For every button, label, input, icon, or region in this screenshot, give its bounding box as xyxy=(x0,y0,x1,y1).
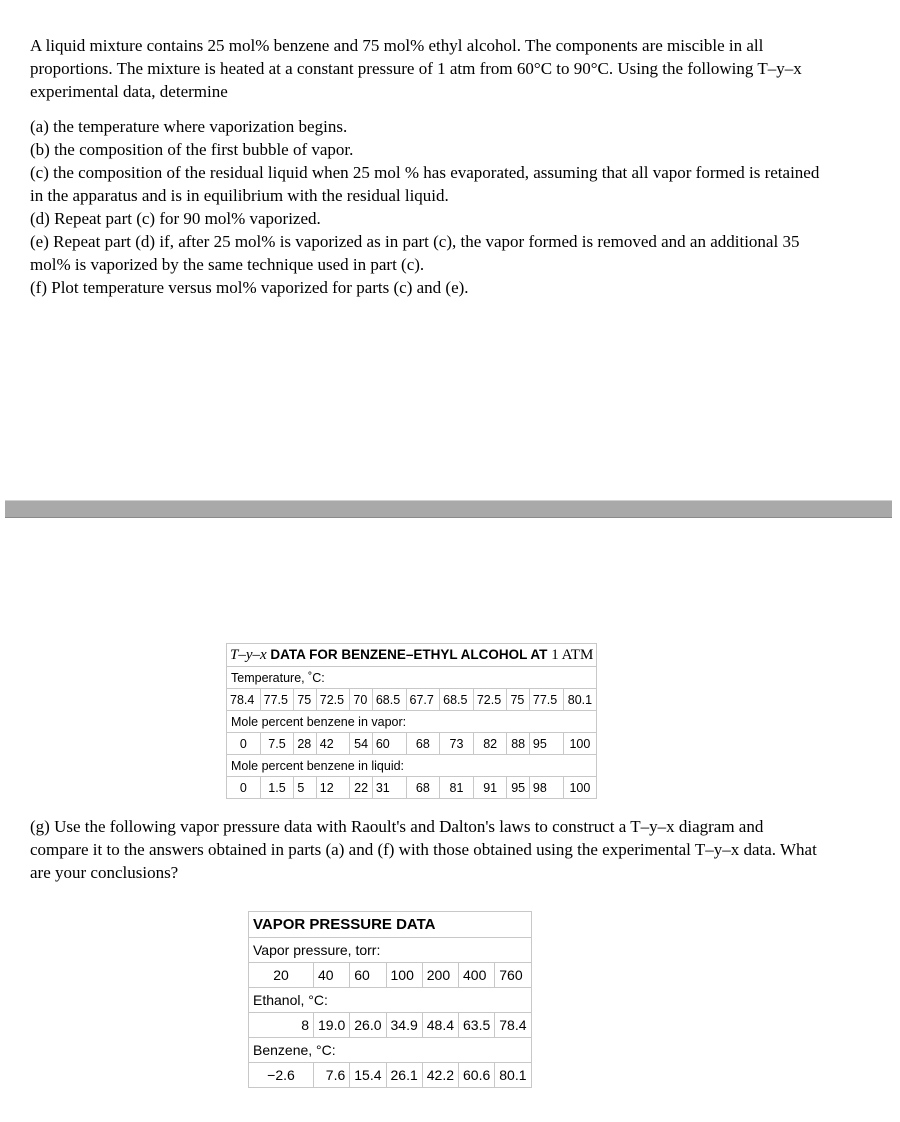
table-cell: 60 xyxy=(372,733,406,755)
table-cell: 68 xyxy=(406,777,440,799)
table-cell: 26.0 xyxy=(350,1013,386,1038)
table-cell: 19.0 xyxy=(314,1013,350,1038)
table-cell: 68 xyxy=(406,733,440,755)
pressure-row xyxy=(249,963,532,988)
table-cell: 98 xyxy=(529,777,563,799)
table-cell: 70 xyxy=(350,689,372,711)
temperature-label: Temperature, ˚C: xyxy=(227,667,597,689)
table-cell: 60.6 xyxy=(459,1063,495,1088)
table-cell: 760 xyxy=(495,963,531,988)
table-cell: 8 xyxy=(249,1013,314,1038)
part-g: (g) Use the following vapor pressure data with Raoult's and Dalton's laws to construct a T–y–x diagram and compare it to the answers obtained in parts (a) and (f) with those obtained using the experimental T–y–x data. What are your conclusions? xyxy=(30,817,817,882)
table-cell: 72.5 xyxy=(316,689,350,711)
pressure-label: Vapor pressure, torr: xyxy=(249,938,532,963)
ethanol-label: Ethanol, °C: xyxy=(249,988,532,1013)
table-cell: 88 xyxy=(507,733,529,755)
table-cell: 48.4 xyxy=(422,1013,458,1038)
benzene-row xyxy=(249,1063,532,1088)
vapor-label: Mole percent benzene in vapor: xyxy=(227,711,597,733)
table-cell: 28 xyxy=(294,733,316,755)
table-cell: 63.5 xyxy=(459,1013,495,1038)
table-cell: 73 xyxy=(440,733,474,755)
part-b: (b) the composition of the first bubble of vapor. xyxy=(30,140,354,159)
table-cell: 80.1 xyxy=(563,689,597,711)
vapor-row xyxy=(227,733,597,755)
table-cell: 100 xyxy=(386,963,422,988)
table-cell: 34.9 xyxy=(386,1013,422,1038)
table-cell: 26.1 xyxy=(386,1063,422,1088)
table-cell: 91 xyxy=(473,777,507,799)
table-cell: 54 xyxy=(350,733,372,755)
vp-table-title: VAPOR PRESSURE DATA xyxy=(249,912,532,938)
part-e: (e) Repeat part (d) if, after 25 mol% is vaporized as in part (c), the vapor formed is removed and an additional 35 mol% is vaporized by the same technique used in part (c). xyxy=(30,232,800,274)
table-cell: 42 xyxy=(316,733,350,755)
table-cell: 15.4 xyxy=(350,1063,386,1088)
table-cell: 95 xyxy=(507,777,529,799)
vapor-pressure-table xyxy=(248,911,532,1088)
table-cell: 400 xyxy=(459,963,495,988)
table-cell: 68.5 xyxy=(440,689,474,711)
benzene-label: Benzene, °C: xyxy=(249,1038,532,1063)
table-cell: 77.5 xyxy=(260,689,294,711)
table-cell: 0 xyxy=(227,777,261,799)
table-cell: 12 xyxy=(316,777,350,799)
table-cell: 82 xyxy=(473,733,507,755)
part-f: (f) Plot temperature versus mol% vaporized for parts (c) and (e). xyxy=(30,278,469,297)
txy-data-table xyxy=(226,643,597,799)
ethanol-row xyxy=(249,1013,532,1038)
part-d: (d) Repeat part (c) for 90 mol% vaporized. xyxy=(30,209,321,228)
table-cell: 77.5 xyxy=(529,689,563,711)
table-cell: −2.6 xyxy=(249,1063,314,1088)
table-cell: 68.5 xyxy=(372,689,406,711)
table-cell: 5 xyxy=(294,777,316,799)
table-cell: 75 xyxy=(294,689,316,711)
table-cell: 20 xyxy=(249,963,314,988)
part-c: (c) the composition of the residual liquid when 25 mol % has evaporated, assuming that all vapor formed is retained in the apparatus and is in equilibrium with the residual liquid. xyxy=(30,163,820,205)
problem-statement xyxy=(30,34,830,299)
table-cell: 200 xyxy=(422,963,458,988)
table-cell: 7.6 xyxy=(314,1063,350,1088)
table-cell: 60 xyxy=(350,963,386,988)
table-cell: 75 xyxy=(507,689,529,711)
table-cell: 72.5 xyxy=(473,689,507,711)
table-cell: 95 xyxy=(529,733,563,755)
table-cell: 7.5 xyxy=(260,733,294,755)
table-cell: 1.5 xyxy=(260,777,294,799)
table-cell: 80.1 xyxy=(495,1063,531,1088)
table-cell: 0 xyxy=(227,733,261,755)
table-cell: 78.4 xyxy=(227,689,261,711)
table-cell: 67.7 xyxy=(406,689,440,711)
part-a: (a) the temperature where vaporization begins. xyxy=(30,117,348,136)
liquid-row xyxy=(227,777,597,799)
table-cell: 42.2 xyxy=(422,1063,458,1088)
txy-table-title-row xyxy=(227,644,597,667)
page-divider xyxy=(5,500,892,518)
table-cell: 40 xyxy=(314,963,350,988)
table-cell: 81 xyxy=(440,777,474,799)
problem-intro: A liquid mixture contains 25 mol% benzene and 75 mol% ethyl alcohol. The components are miscible in all proportions. The mixture is heated at a constant pressure of 1 atm from 60°C to 90°C. Using the following T–y–x experimental data, determine xyxy=(30,36,802,101)
liquid-label: Mole percent benzene in liquid: xyxy=(227,755,597,777)
table-cell: 100 xyxy=(563,777,597,799)
txy-table-title: T–y–x DATA FOR BENZENE–ETHYL ALCOHOL AT 1 ATM xyxy=(227,644,597,667)
table-cell: 78.4 xyxy=(495,1013,531,1038)
table-cell: 100 xyxy=(563,733,597,755)
temperature-row xyxy=(227,689,597,711)
table-cell: 22 xyxy=(350,777,372,799)
table-cell: 31 xyxy=(372,777,406,799)
